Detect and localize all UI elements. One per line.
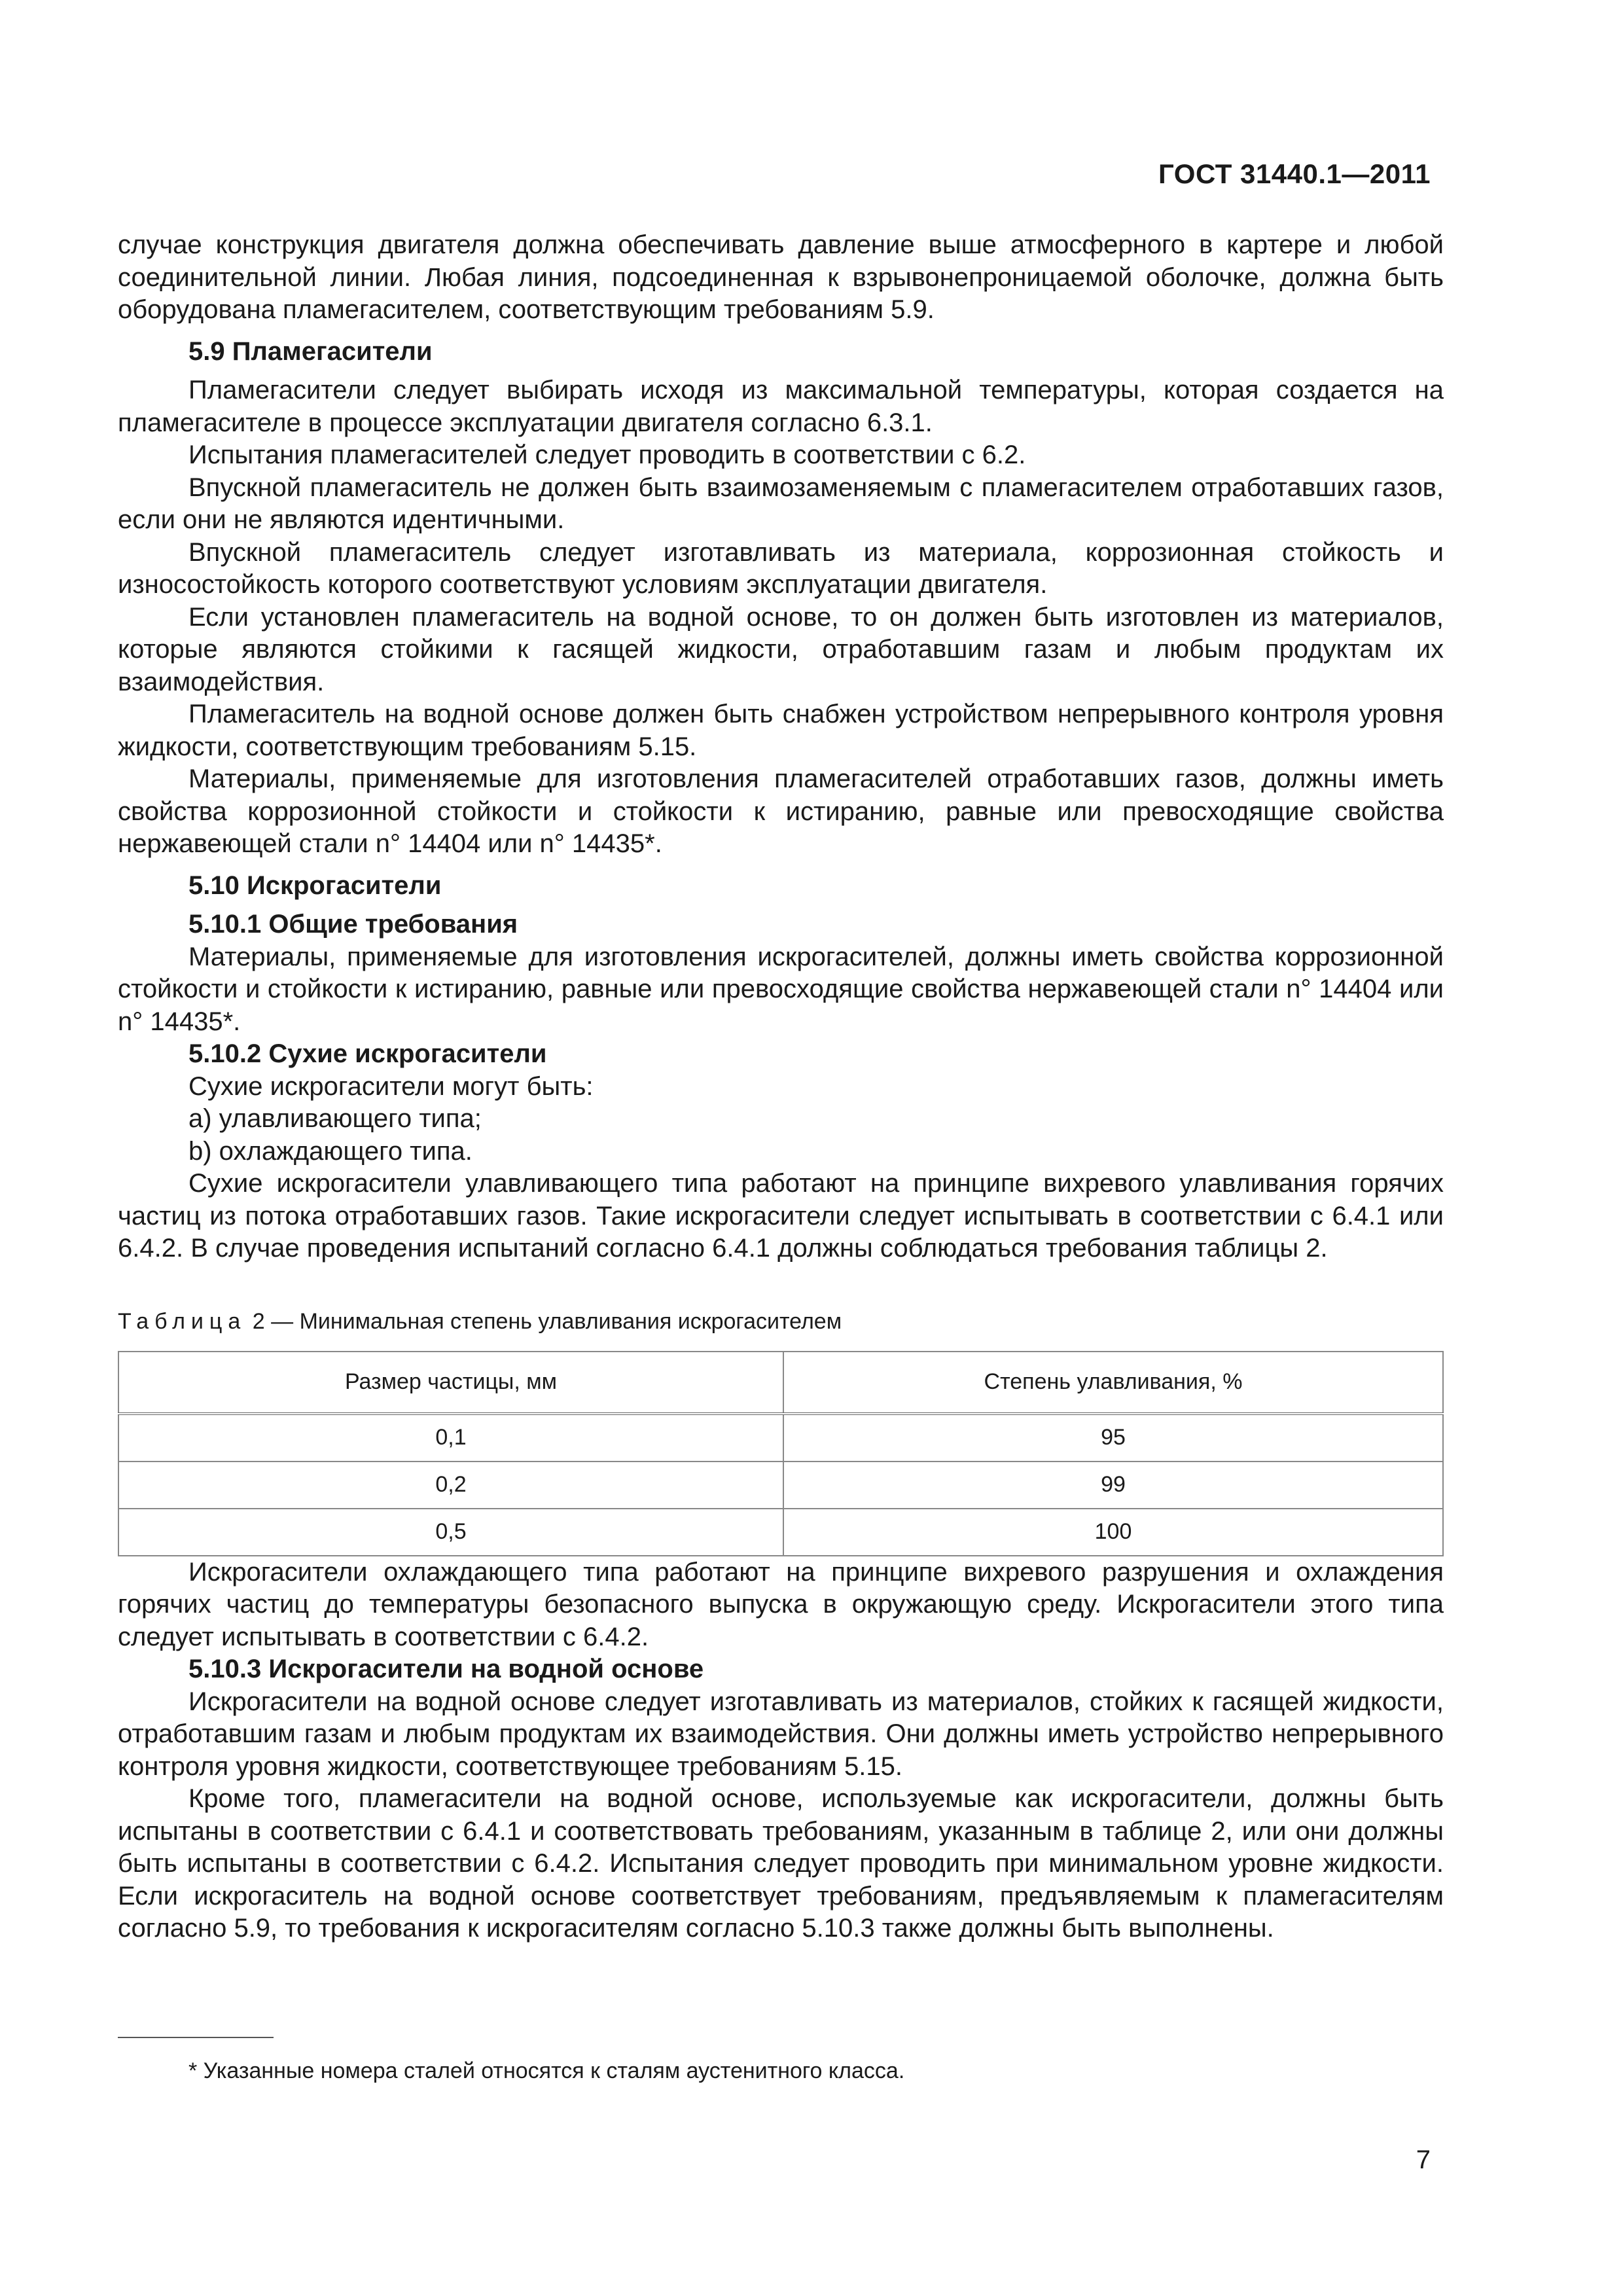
column-header-particle-size: Размер частицы, мм xyxy=(118,1352,783,1414)
list-item: b) охлаждающего типа. xyxy=(188,1136,473,1166)
section-heading-5-10-2: 5.10.2 Сухие искрогасители xyxy=(188,1039,547,1068)
section-heading-5-9: 5.9 Пламегасители xyxy=(188,336,433,366)
table-caption-label: Таблица xyxy=(118,1308,247,1334)
paragraph: Кроме того, пламегасители на водной основе, используемые как искрогасители, должны быть испытаны в соответствии с 6.4.1 и соответствовать требованиям, указанным в таблице 2, или они должны быть испытаны в соответствии с 6.4.2. Испытания следует проводить при минимальном уровне жидкости. Если искрогаситель на водной основе соответствует требованиям, предъявляемым к пламегасителям согласно 5.9, то требования к искрогасителям согласно 5.10.3 также должны быть выполнены. xyxy=(118,1784,1444,1943)
table-cell: 100 xyxy=(783,1509,1443,1556)
footnote-divider xyxy=(118,2037,274,2038)
paragraph: Искрогасители на водной основе следует изготавливать из материалов, стойких к гасящей жидкости, отработавшим газам и любым продуктам их взаимодействия. Они должны иметь устройство непрерывного контроля уровня жидкости, соответствующее требованиям 5.15. xyxy=(118,1687,1444,1781)
table-row xyxy=(118,1462,1443,1509)
paragraph: Испытания пламегасителей следует проводить в соответствии с 6.2. xyxy=(188,440,1026,469)
section-heading-5-10-1: 5.10.1 Общие требования xyxy=(188,910,518,939)
table-cell: 0,1 xyxy=(118,1414,783,1462)
table-header-row xyxy=(118,1352,1443,1414)
paragraph: Впускной пламегаситель не должен быть взаимозаменяемым с пламегасителем отработавших газов, если они не являются идентичными. xyxy=(118,473,1444,534)
paragraph: Сухие искрогасители могут быть: xyxy=(188,1071,594,1101)
table-caption-number: 2 xyxy=(252,1308,265,1334)
paragraph: случае конструкция двигателя должна обеспечивать давление выше атмосферного в картере и любой соединительной линии. Любая линия, подсоединенная к взрывонепроницаемой оболочке, должна быть оборудована пламегасителем, соответствующим требованиям 5.9. xyxy=(118,230,1444,324)
document-number: ГОСТ 31440.1—2011 xyxy=(1158,158,1431,189)
page-body xyxy=(118,229,1444,1945)
table-row xyxy=(118,1414,1443,1462)
table-caption xyxy=(118,1308,1444,1335)
paragraph: Сухие искрогасители улавливающего типа работают на принципе вихревого улавливания горячих частиц из потока отработавших газов. Такие искрогасители следует испытывать в соответствии с 6.4.1 или 6.4.2. В случае проведения испытаний согласно 6.4.1 должны соблюдаться требования таблицы 2. xyxy=(118,1169,1444,1263)
table-cell: 95 xyxy=(783,1414,1443,1462)
paragraph: Пламегаситель на водной основе должен быть снабжен устройством непрерывного контроля уровня жидкости, соответствующим требованиям 5.15. xyxy=(118,700,1444,761)
table-caption-text: — Минимальная степень улавливания искрогасителем xyxy=(271,1308,842,1334)
table-cell: 0,2 xyxy=(118,1462,783,1509)
list-item: a) улавливающего типа; xyxy=(188,1104,482,1133)
page-number: 7 xyxy=(1416,2145,1431,2174)
paragraph: Впускной пламегаситель следует изготавливать из материала, коррозионная стойкость и износостойкость которого соответствуют условиям эксплуатации двигателя. xyxy=(118,537,1444,599)
particle-capture-table xyxy=(118,1351,1444,1556)
paragraph: Пламегасители следует выбирать исходя из максимальной температуры, которая создается на пламегасителе в процессе эксплуатации двигателя согласно 6.3.1. xyxy=(118,376,1444,437)
section-heading-5-10-3: 5.10.3 Искрогасители на водной основе xyxy=(188,1655,704,1683)
section-heading-5-10: 5.10 Искрогасители xyxy=(188,870,442,900)
column-header-capture-rate: Степень улавливания, % xyxy=(783,1352,1443,1414)
table-cell: 0,5 xyxy=(118,1509,783,1556)
paragraph: Искрогасители охлаждающего типа работают на принципе вихревого разрушения и охлаждения горячих частиц до температуры безопасного выпуска в окружающую среду. Искрогасители этого типа следует испытывать в соответствии с 6.4.2. xyxy=(118,1557,1444,1651)
paragraph: Если установлен пламегаситель на водной основе, то он должен быть изготовлен из материалов, которые являются стойкими к гасящей жидкости, отработавшим газам и любым продуктам их взаимодействия. xyxy=(118,602,1444,696)
paragraph: Материалы, применяемые для изготовления пламегасителей отработавших газов, должны иметь свойства коррозионной стойкости и стойкости к истиранию, равные или превосходящие свойства нержавеющей стали n° 14404 или n° 14435*. xyxy=(118,764,1444,858)
paragraph: Материалы, применяемые для изготовления искрогасителей, должны иметь свойства коррозионной стойкости и стойкости к истиранию, равные или превосходящие свойства нержавеющей стали n° 14404 или n° 14435*. xyxy=(118,942,1444,1036)
table-row xyxy=(118,1509,1443,1556)
footnote: * Указанные номера сталей относятся к сталям аустенитного класса. xyxy=(188,2058,905,2083)
table-cell: 99 xyxy=(783,1462,1443,1509)
